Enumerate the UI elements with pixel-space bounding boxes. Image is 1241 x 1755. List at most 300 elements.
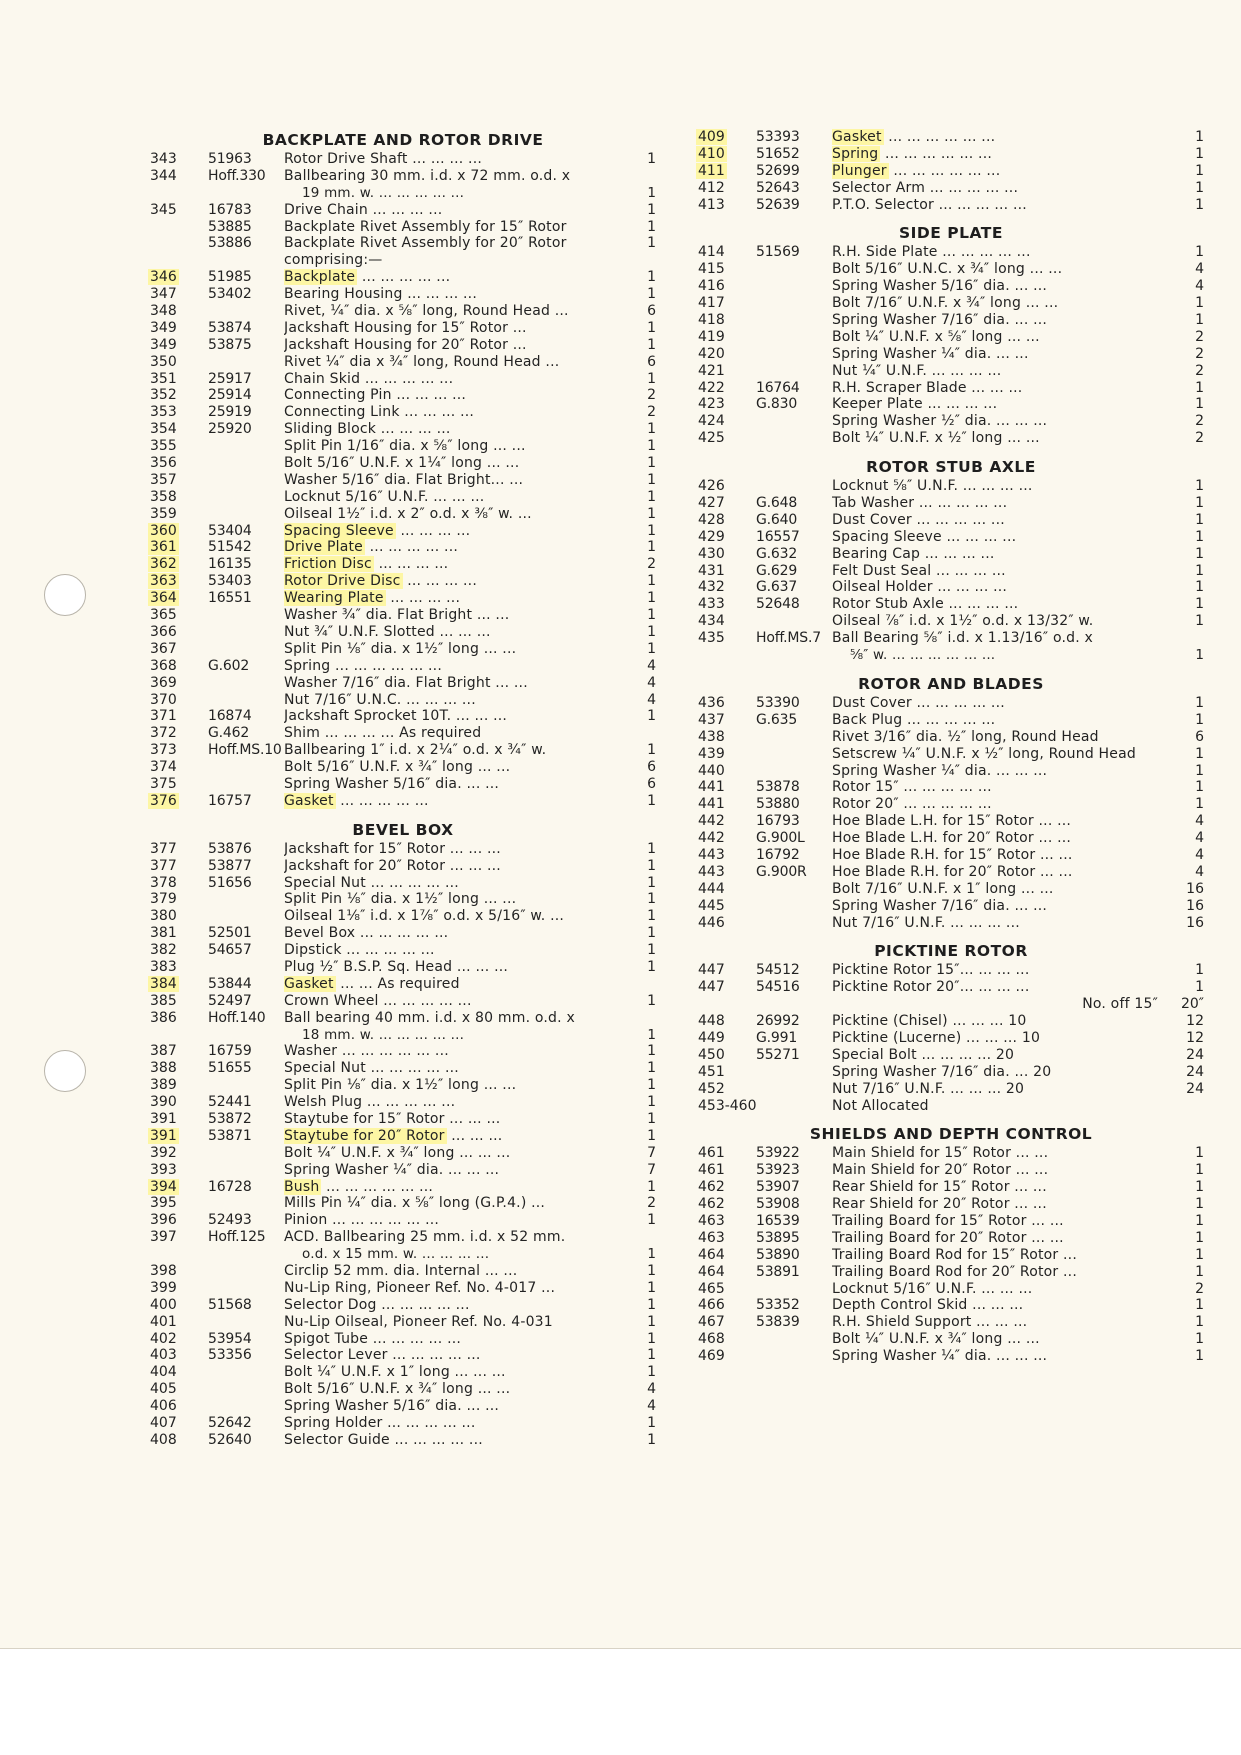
description-text: Spring Washer 7/16″ dia. ... ...: [832, 897, 1048, 914]
ref-number: [698, 295, 756, 312]
ref-number: [698, 1064, 756, 1081]
part-number: 54516: [756, 979, 800, 996]
part-number: G.991: [756, 1029, 798, 1046]
ref-number: [698, 495, 756, 512]
description-text: Rotor Drive Disc: [284, 573, 401, 590]
leader-dots: ... ... ... ...: [400, 522, 471, 539]
parts-row: [698, 1064, 1204, 1081]
description: [832, 847, 1158, 864]
description: [284, 1043, 610, 1060]
description: [832, 197, 1158, 214]
ref-number: [698, 830, 756, 847]
ref-number: [150, 320, 208, 337]
section-heading: BEVEL BOX: [352, 820, 454, 839]
ref-text: 418: [698, 312, 725, 329]
part-number: 53875: [208, 336, 252, 353]
description-text: Split Pin ⅛″ dia. x 1½″ long ... ...: [284, 891, 517, 908]
ref-text: 420: [698, 345, 725, 362]
description: [284, 925, 610, 942]
quantity: 1: [1195, 694, 1204, 711]
description: [832, 163, 1158, 180]
parts-row: [150, 1043, 656, 1060]
ref-text: 349: [150, 319, 177, 336]
description-text: Selector Dog ... ... ... ... ...: [284, 1296, 470, 1313]
parts-row: [698, 1247, 1204, 1264]
part-number: [756, 261, 832, 278]
ref-text: 387: [150, 1043, 177, 1060]
parts-row: [150, 976, 656, 993]
quantity: 24: [1186, 1080, 1204, 1097]
part-number: [208, 959, 284, 976]
part-number: [756, 1281, 832, 1298]
quantity: 1: [647, 1330, 656, 1347]
parts-row: [698, 261, 1204, 278]
description: [832, 1196, 1158, 1213]
description: [284, 1212, 610, 1229]
description-text: Bearing Cap ... ... ... ...: [832, 545, 995, 562]
description: [832, 1281, 1158, 1298]
leader-dots: ... ... ... ... ... ...: [888, 129, 996, 145]
parts-row: [698, 647, 1204, 664]
ref-text: 359: [150, 505, 177, 522]
parts-row: [150, 539, 656, 556]
parts-row: [150, 641, 656, 658]
ref-number: [698, 1247, 756, 1264]
quantity: 1: [647, 286, 656, 303]
ref-text: 374: [150, 759, 177, 776]
part-number: [756, 746, 832, 763]
parts-row: [698, 1264, 1204, 1281]
ref-number: [698, 261, 756, 278]
description: [832, 881, 1158, 898]
description: [832, 779, 1158, 796]
ref-text: 344: [150, 167, 177, 184]
ref-number: [698, 1348, 756, 1365]
description: [284, 1246, 610, 1263]
quantity: 24: [1186, 1046, 1204, 1063]
parts-row: [150, 387, 656, 404]
parts-row: [150, 875, 656, 892]
ref-text: 360: [150, 522, 177, 539]
description: [832, 563, 1158, 580]
ref-text: 369: [150, 674, 177, 691]
part-number: 53352: [756, 1297, 800, 1314]
description: [832, 1297, 1158, 1314]
part-number: 53402: [208, 286, 252, 303]
quantity: 1: [1195, 478, 1204, 495]
description-text: Connecting Link ... ... ... ...: [284, 404, 475, 421]
ref-text: 345: [150, 201, 177, 218]
ref-number: [150, 421, 208, 438]
description-text: Trailing Board Rod for 20″ Rotor ...: [832, 1263, 1077, 1280]
parts-row: [698, 695, 1204, 712]
ref-number: [698, 244, 756, 261]
description-text: Rear Shield for 20″ Rotor ... ...: [832, 1196, 1047, 1213]
section: [150, 129, 656, 810]
part-number: Hoff.330: [208, 167, 266, 184]
part-number: [756, 478, 832, 495]
description-text: Spigot Tube ... ... ... ... ...: [284, 1330, 462, 1347]
ref-number: [150, 976, 208, 993]
ref-text: 407: [150, 1415, 177, 1432]
description: [832, 146, 1158, 163]
part-number: [756, 1064, 832, 1081]
description-text: R.H. Shield Support ... ... ...: [832, 1314, 1028, 1331]
quantity: 1: [647, 573, 656, 590]
description-text: Picktine (Chisel) ... ... ... 10: [832, 1013, 1027, 1030]
ref-number: [698, 129, 756, 146]
part-number: [756, 1081, 832, 1098]
parts-row: [150, 151, 656, 168]
description-text: R.H. Side Plate ... ... ... ... ...: [832, 244, 1031, 261]
parts-row: [698, 579, 1204, 596]
quantity: 1: [1195, 979, 1204, 996]
parts-row: [150, 1297, 656, 1314]
ref-number: [150, 725, 208, 742]
part-number: [208, 675, 284, 692]
ref-text: 425: [698, 430, 725, 447]
quantity: 1: [647, 319, 656, 336]
description: [832, 864, 1158, 881]
parts-row: [698, 430, 1204, 447]
ref-number: [150, 286, 208, 303]
quantity: 1: [1195, 145, 1204, 162]
ref-number: [150, 1043, 208, 1060]
ref-text: 393: [150, 1161, 177, 1178]
quantity: 1: [1195, 1212, 1204, 1229]
description-text: Oilseal ⅞″ i.d. x 1½″ o.d. x 13/32″ w.: [832, 613, 1094, 630]
ref-text: 347: [150, 286, 177, 303]
parts-row: [150, 1229, 656, 1246]
quantity: 1: [1195, 545, 1204, 562]
ref-number: [150, 219, 208, 236]
description-text: Gasket: [284, 975, 334, 992]
ref-text: 465: [698, 1280, 725, 1297]
ref-text: 426: [698, 478, 725, 495]
ref-text: 447: [698, 962, 725, 979]
quantity: 1: [1195, 1229, 1204, 1246]
ref-text: 403: [150, 1347, 177, 1364]
description: [284, 976, 610, 993]
parts-row: [698, 529, 1204, 546]
part-number: 16757: [208, 792, 252, 809]
ref-number: [698, 1331, 756, 1348]
parts-row: [698, 396, 1204, 413]
quantity: 1: [647, 421, 656, 438]
ref-number: [698, 512, 756, 529]
description-text: Welsh Plug ... ... ... ... ...: [284, 1094, 456, 1111]
part-number: [756, 1348, 832, 1365]
description-text: Mills Pin ¼″ dia. x ⅝″ long (G.P.4.) ...: [284, 1195, 546, 1212]
part-number: 25917: [208, 370, 252, 387]
quantity: 4: [1195, 278, 1204, 295]
quantity: 6: [647, 303, 656, 320]
description: [284, 219, 610, 236]
description-text: Tab Washer ... ... ... ... ...: [832, 495, 1008, 512]
ref-number: [150, 908, 208, 925]
quantity: 1: [647, 151, 656, 167]
ref-number: [150, 1195, 208, 1212]
part-number: G.900R: [756, 863, 807, 880]
part-number: [208, 607, 284, 624]
quantity: 1: [647, 1347, 656, 1364]
ref-text: 349: [150, 336, 177, 353]
ref-text: 405: [150, 1381, 177, 1398]
quantity: 1: [647, 590, 656, 607]
part-number: 53922: [756, 1145, 800, 1162]
ref-number: [698, 596, 756, 613]
description-text: Oilseal 1⅛″ i.d. x 1⅞″ o.d. x 5/16″ w. ...: [284, 908, 565, 925]
ref-text: 430: [698, 545, 725, 562]
ref-number: [698, 1314, 756, 1331]
description-text: Bearing Housing ... ... ... ...: [284, 286, 477, 303]
quantity: [610, 976, 656, 993]
description: [284, 1415, 610, 1432]
section: [698, 1114, 1204, 1365]
ref-number: [698, 864, 756, 881]
ref-number: [698, 180, 756, 197]
part-number: [208, 185, 284, 202]
description-text: Spring Washer ¼″ dia. ... ... ...: [832, 762, 1048, 779]
quantity: 4: [1195, 261, 1204, 278]
description-text: Pinion ... ... ... ... ... ...: [284, 1212, 440, 1229]
description: [284, 858, 610, 875]
quantity: 12: [1186, 1029, 1204, 1046]
part-number: 25919: [208, 404, 252, 421]
ref-text: 417: [698, 295, 725, 312]
description: [832, 996, 1158, 1013]
quantity: 1: [1195, 1246, 1204, 1263]
parts-row: [698, 1162, 1204, 1179]
part-number: 53890: [756, 1246, 800, 1263]
description-text: Trailing Board for 20″ Rotor ... ...: [832, 1229, 1064, 1246]
ref-number: [698, 1162, 756, 1179]
quantity: 1: [647, 1279, 656, 1296]
part-number: [208, 624, 284, 641]
ref-text: 391: [150, 1110, 177, 1127]
left-column: [150, 129, 656, 1449]
parts-row: [698, 864, 1204, 881]
ref-number: [698, 881, 756, 898]
part-number: [208, 1381, 284, 1398]
parts-row: [698, 478, 1204, 495]
parts-row: [698, 346, 1204, 363]
ref-number: [698, 1030, 756, 1047]
parts-row: [150, 1179, 656, 1196]
description: [832, 712, 1158, 729]
description: [832, 613, 1158, 630]
description: [832, 1081, 1158, 1098]
quantity: 1: [647, 1296, 656, 1313]
description: [832, 763, 1158, 780]
ref-text: 391: [150, 1127, 177, 1144]
ref-number: [150, 523, 208, 540]
parts-row: [150, 742, 656, 759]
description-text: Split Pin ⅛″ dia. x 1½″ long ... ...: [284, 1077, 517, 1094]
ref-text: 413: [698, 196, 725, 213]
ref-number: [150, 1280, 208, 1297]
quantity: 1: [647, 218, 656, 235]
description-text: Spring Washer ¼″ dia. ... ...: [832, 345, 1029, 362]
description: [832, 1145, 1158, 1162]
ref-number: [698, 1281, 756, 1298]
description: [284, 993, 610, 1010]
quantity: 1: [647, 201, 656, 218]
parts-row: [150, 404, 656, 421]
ref-number: [698, 763, 756, 780]
part-number: 53872: [208, 1110, 252, 1127]
parts-row: [150, 908, 656, 925]
ref-number: [150, 1077, 208, 1094]
ref-number: [150, 269, 208, 286]
ref-number: [150, 675, 208, 692]
description: [284, 472, 610, 489]
description-text: Special Bolt ... ... ... ... 20: [832, 1046, 1015, 1063]
quantity: [610, 725, 656, 742]
description-text: Hoe Blade R.H. for 20″ Rotor ... ...: [832, 863, 1073, 880]
description-text: Drive Chain ... ... ... ...: [284, 201, 443, 218]
description-text: Washer ¾″ dia. Flat Bright ... ...: [284, 607, 510, 624]
part-number: 25920: [208, 421, 252, 438]
description-text: Spring: [832, 145, 879, 162]
ref-text: 380: [150, 908, 177, 925]
ref-text: 433: [698, 596, 725, 613]
description-text: Main Shield for 15″ Rotor ... ...: [832, 1145, 1049, 1162]
description-text: Jackshaft for 15″ Rotor ... ... ...: [284, 840, 501, 857]
description-text: Split Pin 1/16″ dia. x ⅝″ long ... ...: [284, 438, 526, 455]
leader-dots: ... ... ... ... ... ...: [893, 162, 1001, 179]
description: [284, 1145, 610, 1162]
description-text: Nu-Lip Ring, Pioneer Ref. No. 4-017 ...: [284, 1279, 556, 1296]
part-number: 16557: [756, 528, 800, 545]
part-number: 51652: [756, 145, 800, 162]
leader-dots: ... ... ... ... ...: [369, 539, 459, 556]
description-text: Bolt ¼″ U.N.F. x 1″ long ... ... ...: [284, 1364, 506, 1381]
description: [284, 1263, 610, 1280]
part-number: 53880: [756, 796, 800, 813]
description: [284, 320, 610, 337]
ref-number: [150, 303, 208, 320]
description: [832, 478, 1158, 495]
ref-number: [150, 337, 208, 354]
part-number: 53393: [756, 129, 800, 145]
parts-row: [150, 337, 656, 354]
ref-number: [150, 1229, 208, 1246]
parts-row: [150, 1060, 656, 1077]
quantity: 1: [647, 539, 656, 556]
ref-text: 388: [150, 1060, 177, 1077]
parts-row: [150, 776, 656, 793]
part-number: 53923: [756, 1162, 800, 1179]
right-column: [698, 129, 1204, 1365]
part-number: 55271: [756, 1046, 800, 1063]
description: [284, 1432, 610, 1449]
description: [284, 708, 610, 725]
description: [284, 624, 610, 641]
description: [284, 489, 610, 506]
parts-row: [150, 1331, 656, 1348]
quantity: 2: [647, 387, 656, 404]
parts-row: [698, 1047, 1204, 1064]
ref-text: 411: [698, 162, 725, 179]
part-number: [756, 1331, 832, 1348]
leader-dots: ... ... ... ...: [390, 590, 461, 607]
part-number: Hoff.MS.10: [208, 742, 282, 759]
ref-number: [698, 312, 756, 329]
part-number: [208, 776, 284, 793]
description: [284, 252, 610, 269]
part-number: [756, 763, 832, 780]
description: [284, 235, 610, 252]
description: [832, 729, 1158, 746]
description-text: Nut ¾″ U.N.F. Slotted ... ... ...: [284, 623, 491, 640]
description: [284, 1094, 610, 1111]
parts-row: [150, 1094, 656, 1111]
section-heading: ROTOR STUB AXLE: [866, 458, 1036, 477]
quantity: 1: [1195, 1331, 1204, 1348]
ref-number: [150, 1364, 208, 1381]
description: [832, 1098, 1158, 1115]
description-text: Bevel Box ... ... ... ... ...: [284, 925, 449, 942]
description: [284, 202, 610, 219]
description: [832, 1213, 1158, 1230]
parts-row: [698, 495, 1204, 512]
quantity: 1: [647, 1415, 656, 1432]
description: [832, 312, 1158, 329]
description: [832, 180, 1158, 197]
quantity: 2: [647, 1195, 656, 1212]
parts-row: [698, 1281, 1204, 1298]
description-text: Spacing Sleeve: [284, 522, 394, 539]
description-text: Circlip 52 mm. dia. Internal ... ...: [284, 1263, 518, 1279]
leader-dots: ... ... ... ...: [407, 573, 477, 590]
part-number: 53390: [756, 694, 800, 711]
description: [284, 455, 610, 472]
parts-row: [698, 312, 1204, 329]
parts-row: [698, 129, 1204, 146]
quantity: 7: [647, 1161, 656, 1178]
part-number: 54512: [756, 962, 800, 979]
quantity: 1: [647, 623, 656, 640]
parts-row: [150, 624, 656, 641]
part-number: [208, 1263, 284, 1280]
description-text: Gasket: [284, 792, 334, 809]
quantity: 1: [647, 742, 656, 759]
description: [284, 556, 610, 573]
ref-number: [698, 1047, 756, 1064]
parts-row: [150, 303, 656, 320]
part-number: 51569: [756, 244, 800, 261]
ref-number: [150, 875, 208, 892]
description: [284, 1331, 610, 1348]
part-number: [208, 692, 284, 709]
ref-text: 464: [698, 1246, 725, 1263]
ref-number: [698, 396, 756, 413]
description: [832, 129, 1158, 146]
description-text: Crown Wheel ... ... ... ... ...: [284, 992, 472, 1009]
part-number: 53356: [208, 1347, 252, 1364]
ref-text: 464: [698, 1263, 725, 1280]
quantity: 1: [1195, 1348, 1204, 1365]
quantity: 1: [647, 522, 656, 539]
part-number: [756, 729, 832, 746]
parts-row: [698, 746, 1204, 763]
ref-text: 404: [150, 1364, 177, 1381]
part-number: 53908: [756, 1196, 800, 1213]
ref-number: [698, 146, 756, 163]
ref-text: 428: [698, 511, 725, 528]
parts-row: [698, 915, 1204, 932]
